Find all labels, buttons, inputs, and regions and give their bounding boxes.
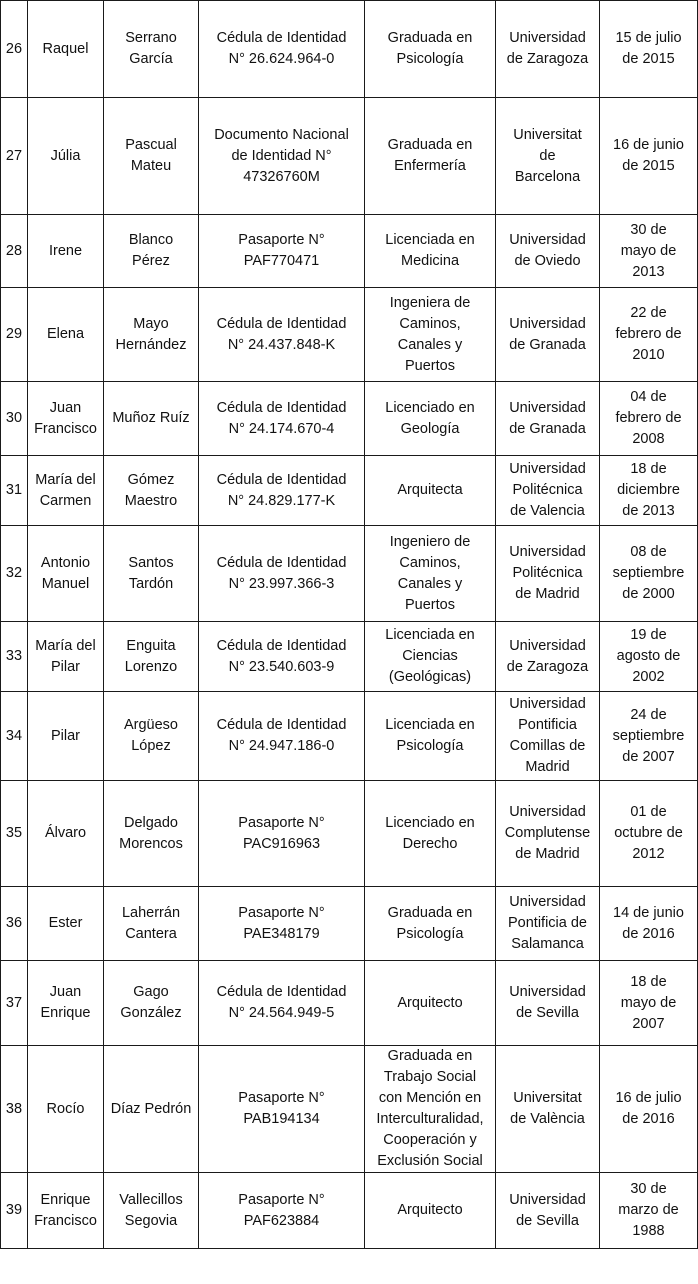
cell-surnames-line: Santos xyxy=(128,554,174,571)
cell-date xyxy=(600,1173,698,1249)
cell-date-line: septiembre xyxy=(612,565,685,581)
cell-id-document-line: Cédula de Identidad xyxy=(216,637,347,654)
cell-university-line: Pontificia xyxy=(518,717,577,733)
cell-date xyxy=(600,526,698,622)
cell-number: 30 xyxy=(1,382,28,456)
cell-surnames xyxy=(104,622,199,692)
cell-number: 31 xyxy=(1,456,28,526)
cell-date-line: 30 de xyxy=(630,221,667,238)
cell-degree xyxy=(365,382,496,456)
cell-date-line: de 2000 xyxy=(622,586,675,602)
cell-surnames-line: Delgado xyxy=(123,814,178,831)
cell-surnames-line: Lorenzo xyxy=(124,658,178,675)
cell-degree xyxy=(365,692,496,781)
cell-university-line: de Granada xyxy=(509,420,586,437)
cell-degree-line: (Geológicas) xyxy=(388,669,472,685)
cell-university-line: Madrid xyxy=(525,759,570,775)
cell-id-document-line: Pasaporte N° xyxy=(238,1090,325,1106)
cell-number: 34 xyxy=(1,692,28,781)
cell-surnames-line: Tardón xyxy=(128,575,174,592)
table-row xyxy=(1,215,698,288)
cell-degree-line: Enfermería xyxy=(394,158,466,174)
table-row xyxy=(1,692,698,781)
cell-degree xyxy=(365,1,496,98)
cell-surnames-line: Cantera xyxy=(125,925,177,942)
cell-first-name: Irene xyxy=(28,215,104,288)
cell-degree-line: Caminos, xyxy=(399,315,461,332)
cell-degree-line: con Mención en xyxy=(378,1090,482,1106)
cell-number: 38 xyxy=(1,1046,28,1173)
cell-id-document-line: Cédula de Identidad xyxy=(216,471,347,488)
cell-university-line: Universidad xyxy=(509,637,586,654)
cell-degree-line: Graduada en xyxy=(387,137,473,153)
cell-surnames-line: Gago xyxy=(133,984,169,1000)
cell-date xyxy=(600,781,698,887)
cell-id-document-line: Pasaporte N° xyxy=(238,232,325,248)
cell-university-line: Universitat xyxy=(513,1090,582,1106)
cell-date xyxy=(600,887,698,961)
cell-university xyxy=(496,382,600,456)
cell-surnames-line: Hernández xyxy=(115,336,187,353)
cell-surnames-line: Serrano xyxy=(125,30,177,46)
table-row xyxy=(1,961,698,1046)
cell-university xyxy=(496,1,600,98)
cell-degree-line: Cooperación y xyxy=(383,1132,477,1148)
cell-date-line: diciembre xyxy=(617,482,680,498)
cell-first-name: Enrique Francisco xyxy=(28,1173,104,1249)
cell-date-line: marzo de xyxy=(618,1202,679,1218)
cell-date-line: 16 de julio xyxy=(615,1090,682,1106)
cell-id-document-line: PAF770471 xyxy=(243,253,320,269)
cell-university xyxy=(496,1173,600,1249)
cell-degree xyxy=(365,887,496,961)
cell-university xyxy=(496,288,600,382)
cell-id-document-line: Cédula de Identidad xyxy=(216,554,347,571)
cell-university-line: Politécnica xyxy=(512,482,583,498)
cell-date xyxy=(600,1,698,98)
table-row xyxy=(1,382,698,456)
cell-date-line: 30 de xyxy=(630,1181,667,1197)
cell-degree xyxy=(365,1173,496,1249)
cell-university xyxy=(496,215,600,288)
table-row xyxy=(1,1046,698,1173)
cell-id-document-line: N° 23.540.603-9 xyxy=(228,658,335,675)
cell-id-document-line: PAE348179 xyxy=(243,925,320,942)
cell-degree-line: Interculturalidad, xyxy=(376,1111,484,1127)
cell-university-line: Pontificia de xyxy=(508,915,587,931)
cell-first-name: Elena xyxy=(28,288,104,382)
cell-first-name: Antonio Manuel xyxy=(28,526,104,622)
cell-first-name: Raquel xyxy=(28,1,104,98)
cell-id-document xyxy=(199,887,365,961)
cell-date-line: febrero de xyxy=(615,410,682,426)
cell-number: 33 xyxy=(1,622,28,692)
cell-surnames-line: Díaz Pedrón xyxy=(110,1100,192,1117)
cell-number: 32 xyxy=(1,526,28,622)
cell-university-line: Complutense xyxy=(504,825,591,841)
cell-id-document-line: de Identidad N° xyxy=(231,147,332,164)
cell-surnames xyxy=(104,961,199,1046)
cell-university xyxy=(496,961,600,1046)
cell-date-line: de 2013 xyxy=(622,503,675,519)
cell-date xyxy=(600,98,698,215)
cell-first-name: Júlia xyxy=(28,98,104,215)
cell-date xyxy=(600,961,698,1046)
cell-id-document-line: Documento Nacional xyxy=(214,126,349,143)
cell-date-line: febrero de xyxy=(615,326,682,342)
cell-id-document-line: N° 24.564.949-5 xyxy=(228,1005,335,1021)
cell-date-line: de 2015 xyxy=(622,158,675,174)
cell-degree-line: Licenciado en xyxy=(385,399,475,416)
cell-surnames-line: López xyxy=(131,738,171,754)
cell-surnames-line: Mayo xyxy=(133,315,169,332)
cell-id-document xyxy=(199,382,365,456)
cell-number: 27 xyxy=(1,98,28,215)
cell-id-document xyxy=(199,1046,365,1173)
cell-date-line: mayo de xyxy=(620,242,677,259)
cell-university xyxy=(496,1046,600,1173)
cell-first-name: María del Carmen xyxy=(28,456,104,526)
cell-degree xyxy=(365,1046,496,1173)
cell-surnames-line: Enguita xyxy=(126,637,176,654)
cell-id-document xyxy=(199,692,365,781)
cell-surnames xyxy=(104,456,199,526)
cell-surnames-line: Morencos xyxy=(119,835,183,852)
cell-degree-line: Canales y xyxy=(397,336,463,353)
cell-id-document-line: N° 24.829.177-K xyxy=(227,492,336,509)
cell-degree-line: Arquitecta xyxy=(397,482,463,498)
cell-degree-line: Psicología xyxy=(396,738,464,754)
cell-university-line: de Oviedo xyxy=(514,253,581,269)
cell-degree-line: Medicina xyxy=(400,253,460,269)
cell-surnames xyxy=(104,887,199,961)
cell-degree-line: Arquitecto xyxy=(397,994,463,1011)
cell-id-document-line: N° 24.947.186-0 xyxy=(228,738,335,754)
cell-surnames-line: Pascual xyxy=(125,137,177,153)
cell-number: 39 xyxy=(1,1173,28,1249)
cell-surnames xyxy=(104,382,199,456)
cell-date-line: 2007 xyxy=(632,1015,665,1032)
cell-surnames-line: Mateu xyxy=(130,158,172,174)
cell-surnames xyxy=(104,215,199,288)
cell-id-document-line: PAB194134 xyxy=(243,1111,320,1127)
cell-degree-line: Graduada en xyxy=(387,30,473,46)
cell-surnames xyxy=(104,1173,199,1249)
cell-degree-line: Arquitecto xyxy=(397,1202,463,1218)
cell-surnames xyxy=(104,288,199,382)
cell-university-line: Universitat xyxy=(513,126,582,143)
cell-degree xyxy=(365,456,496,526)
cell-date-line: 22 de xyxy=(630,305,667,321)
cell-id-document xyxy=(199,526,365,622)
cell-date-line: 01 de xyxy=(630,804,667,820)
cell-degree-line: Psicología xyxy=(396,925,464,942)
cell-degree-line: Licenciado en xyxy=(385,814,475,831)
cell-date-line: 16 de junio xyxy=(613,137,684,153)
cell-id-document xyxy=(199,1,365,98)
cell-university-line: Universidad xyxy=(509,984,586,1000)
cell-first-name: Juan Enrique xyxy=(28,961,104,1046)
cell-degree-line: Licenciada en xyxy=(385,627,475,643)
cell-university xyxy=(496,781,600,887)
cell-id-document-line: Cédula de Identidad xyxy=(216,984,347,1000)
cell-first-name: María del Pilar xyxy=(28,622,104,692)
cell-university-line: de Valencia xyxy=(510,503,585,519)
cell-date xyxy=(600,1046,698,1173)
table-body xyxy=(1,1,698,1249)
cell-university-line: Universidad xyxy=(509,544,586,560)
cell-id-document-line: N° 24.437.848-K xyxy=(227,336,336,353)
cell-date xyxy=(600,215,698,288)
cell-surnames xyxy=(104,98,199,215)
cell-date-line: 1988 xyxy=(632,1223,665,1239)
cell-number: 29 xyxy=(1,288,28,382)
table-row xyxy=(1,622,698,692)
cell-university-line: Universidad xyxy=(509,315,586,332)
cell-degree-line: Exclusión Social xyxy=(377,1153,483,1169)
cell-first-name: Rocío xyxy=(28,1046,104,1173)
cell-university-line: de Zaragoza xyxy=(506,658,589,675)
cell-id-document-line: 47326760M xyxy=(243,168,320,185)
cell-university-line: Universidad xyxy=(509,894,586,910)
cell-degree-line: Caminos, xyxy=(399,554,461,571)
cell-degree xyxy=(365,961,496,1046)
cell-id-document-line: Pasaporte N° xyxy=(238,814,325,831)
cell-date-line: 2013 xyxy=(632,263,665,280)
cell-date-line: 2010 xyxy=(632,347,665,363)
cell-university xyxy=(496,622,600,692)
cell-university-line: Universidad xyxy=(509,461,586,477)
table-row xyxy=(1,98,698,215)
table-row xyxy=(1,887,698,961)
cell-date xyxy=(600,288,698,382)
cell-surnames-line: Muñoz Ruíz xyxy=(112,410,190,426)
cell-surnames-line: Pérez xyxy=(132,253,170,269)
cell-id-document xyxy=(199,961,365,1046)
cell-university-line: de Madrid xyxy=(515,846,580,862)
table-row xyxy=(1,526,698,622)
cell-date-line: de 2016 xyxy=(622,925,675,942)
cell-university-line: Universidad xyxy=(509,696,586,712)
table-row xyxy=(1,1173,698,1249)
cell-university xyxy=(496,887,600,961)
cell-university-line: de València xyxy=(510,1111,585,1127)
cell-university-line: Politécnica xyxy=(512,565,583,581)
cell-date-line: octubre de xyxy=(614,825,683,841)
cell-university-line: de xyxy=(539,147,556,164)
cell-university-line: Universidad xyxy=(509,232,586,248)
cell-degree-line: Licenciada en xyxy=(385,232,475,248)
cell-id-document-line: Pasaporte N° xyxy=(238,904,325,921)
cell-surnames xyxy=(104,781,199,887)
cell-university-line: de Sevilla xyxy=(516,1005,579,1021)
cell-date-line: 15 de julio xyxy=(615,30,682,46)
cell-degree-line: Ingeniero de xyxy=(389,533,471,550)
cell-first-name: Pilar xyxy=(28,692,104,781)
cell-date-line: 04 de xyxy=(630,389,667,405)
cell-number: 36 xyxy=(1,887,28,961)
cell-number: 37 xyxy=(1,961,28,1046)
cell-university-line: de Granada xyxy=(509,336,586,353)
cell-university xyxy=(496,692,600,781)
cell-university xyxy=(496,526,600,622)
cell-date xyxy=(600,622,698,692)
cell-degree xyxy=(365,526,496,622)
cell-degree-line: Licenciada en xyxy=(385,717,475,733)
cell-university-line: de Zaragoza xyxy=(506,51,589,67)
cell-first-name: Álvaro xyxy=(28,781,104,887)
cell-degree-line: Puertos xyxy=(405,596,455,613)
cell-degree xyxy=(365,98,496,215)
cell-date xyxy=(600,692,698,781)
cell-degree-line: Graduada en xyxy=(387,1048,473,1064)
cell-university-line: de Sevilla xyxy=(516,1212,579,1229)
cell-date-line: 2012 xyxy=(632,846,665,862)
cell-date-line: 18 de xyxy=(630,973,667,990)
cell-surnames-line: Gómez xyxy=(127,471,175,488)
cell-date-line: de 2016 xyxy=(622,1111,675,1127)
cell-id-document-line: N° 24.174.670-4 xyxy=(228,420,335,437)
cell-university-line: Barcelona xyxy=(514,168,581,185)
cell-id-document-line: PAF623884 xyxy=(243,1212,320,1229)
cell-university xyxy=(496,98,600,215)
cell-id-document xyxy=(199,456,365,526)
cell-surnames-line: Blanco xyxy=(128,232,174,248)
cell-degree xyxy=(365,622,496,692)
cell-date-line: 24 de xyxy=(630,706,667,723)
cell-id-document-line: PAC916963 xyxy=(242,835,321,852)
table-row xyxy=(1,456,698,526)
cell-surnames-line: García xyxy=(129,51,173,67)
cell-date-line: 19 de xyxy=(630,627,667,643)
cell-university-line: Universidad xyxy=(509,1191,586,1208)
cell-date-line: de 2007 xyxy=(622,748,675,765)
cell-university xyxy=(496,456,600,526)
cell-id-document-line: N° 23.997.366-3 xyxy=(228,575,335,592)
cell-surnames-line: Argüeso xyxy=(123,717,178,733)
cell-date-line: septiembre xyxy=(612,727,685,744)
table-row xyxy=(1,288,698,382)
cell-university-line: de Madrid xyxy=(515,586,580,602)
table-row xyxy=(1,1,698,98)
cell-university-line: Salamanca xyxy=(511,936,584,952)
cell-number: 35 xyxy=(1,781,28,887)
cell-id-document xyxy=(199,622,365,692)
cell-id-document-line: N° 26.624.964-0 xyxy=(228,51,335,67)
cell-degree-line: Ingeniera de xyxy=(389,294,471,311)
cell-degree-line: Canales y xyxy=(397,575,463,592)
cell-date-line: 08 de xyxy=(630,544,667,560)
cell-id-document xyxy=(199,1173,365,1249)
cell-id-document-line: Cédula de Identidad xyxy=(216,315,347,332)
table-row xyxy=(1,781,698,887)
cell-id-document xyxy=(199,98,365,215)
cell-degree-line: Puertos xyxy=(405,357,455,374)
cell-date-line: de 2015 xyxy=(622,51,675,67)
cell-date-line: 18 de xyxy=(630,461,667,477)
cell-date-line: 2008 xyxy=(632,431,665,447)
cell-university-line: Universidad xyxy=(509,30,586,46)
cell-date-line: 2002 xyxy=(632,669,665,685)
cell-degree xyxy=(365,781,496,887)
cell-degree-line: Trabajo Social xyxy=(383,1069,477,1085)
cell-date-line: agosto de xyxy=(616,648,681,664)
cell-university-line: Comillas de xyxy=(509,738,586,754)
cell-university-line: Universidad xyxy=(509,804,586,820)
cell-surnames xyxy=(104,692,199,781)
cell-id-document-line: Cédula de Identidad xyxy=(216,717,347,733)
cell-surnames-line: Vallecillos xyxy=(119,1191,183,1208)
cell-date-line: mayo de xyxy=(620,994,677,1011)
cell-degree-line: Ciencias xyxy=(402,648,458,664)
cell-first-name: Ester xyxy=(28,887,104,961)
cell-surnames xyxy=(104,1,199,98)
cell-date xyxy=(600,382,698,456)
cell-surnames-line: Segovia xyxy=(124,1212,178,1229)
cell-surnames-line: González xyxy=(120,1005,182,1021)
cell-degree-line: Geología xyxy=(400,420,460,437)
cell-id-document-line: Cédula de Identidad xyxy=(216,399,347,416)
cell-id-document-line: Cédula de Identidad xyxy=(216,30,347,46)
cell-surnames-line: Laherrán xyxy=(121,904,181,921)
cell-number: 26 xyxy=(1,1,28,98)
cell-id-document xyxy=(199,215,365,288)
cell-surnames xyxy=(104,1046,199,1173)
cell-first-name: Juan Francisco xyxy=(28,382,104,456)
cell-id-document xyxy=(199,288,365,382)
cell-date-line: 14 de junio xyxy=(613,904,684,921)
cell-degree-line: Derecho xyxy=(402,835,458,852)
cell-surnames xyxy=(104,526,199,622)
cell-degree-line: Psicología xyxy=(396,51,464,67)
cell-number: 28 xyxy=(1,215,28,288)
cell-date xyxy=(600,456,698,526)
cell-surnames-line: Maestro xyxy=(124,492,178,509)
cell-id-document-line: Pasaporte N° xyxy=(238,1191,325,1208)
cell-university-line: Universidad xyxy=(509,399,586,416)
cell-degree xyxy=(365,215,496,288)
cell-degree xyxy=(365,288,496,382)
cell-id-document xyxy=(199,781,365,887)
cell-degree-line: Graduada en xyxy=(387,904,473,921)
